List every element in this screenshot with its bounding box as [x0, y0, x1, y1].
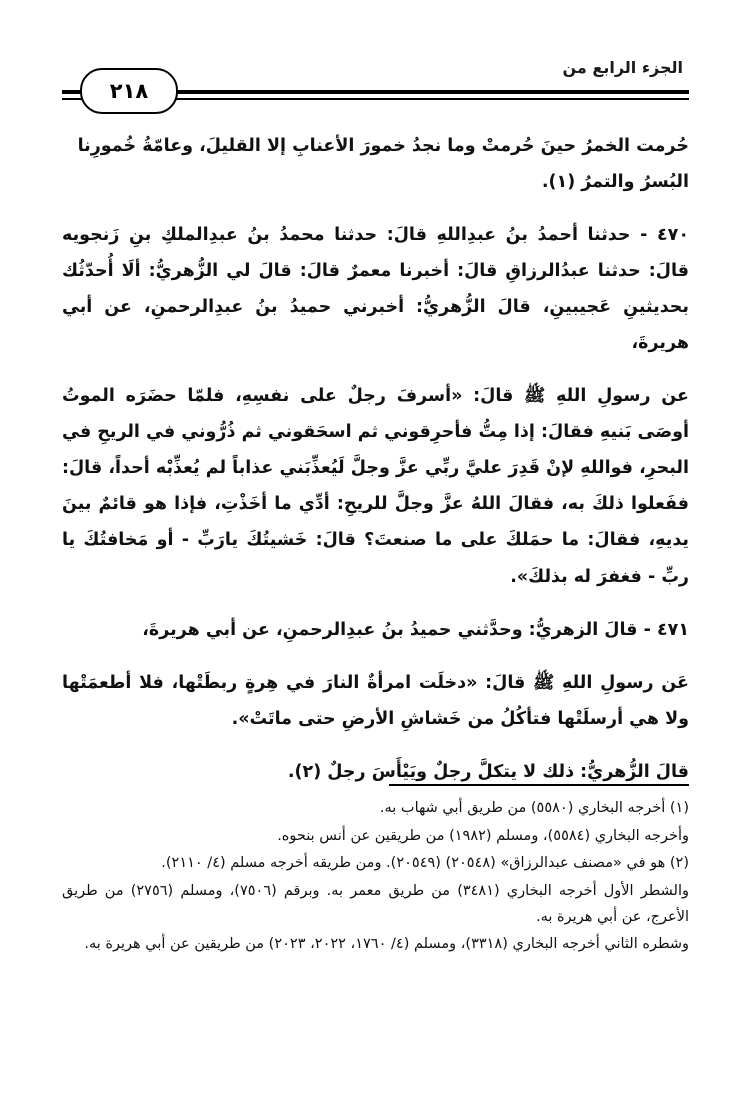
footnote-line: وأخرجه البخاري (٥٥٨٤)، ومسلم (١٩٨٢) من طريقين عن أنس بنحوه. [277, 827, 689, 844]
footnote-separator [389, 784, 689, 786]
page-number: ٢١٨ [109, 79, 149, 103]
page-body [62, 128, 689, 807]
footnotes [62, 796, 689, 960]
footnote-line: وشطره الثاني أخرجه البخاري (٣٣١٨)، ومسلم (٤/ ١٧٦٠، ٢٠٢٢، ٢٠٢٣) من طريقين عن أبي هريرة به. [84, 936, 689, 953]
paragraph-6-zuhri-comment: قالَ الزُّهريُّ: ذلك لا يتكلَّ رجلٌ ويَيْأَسَ رجلٌ (٢). [287, 761, 689, 782]
paragraph-3-hadith-470-text: عن رسولِ اللهِ ﷺ قالَ: «أسرفَ رجلٌ على نفسِهِ، فلمّا حضَرَه الموتُ أوصَى بَنيهِ فقالَ: إذا مِتُّ فأحرِقوني ثم اسحَقوني ثم ذُرُّوني في الريحِ في البحرِ، فواللهِ لإنْ قَدِرَ عليَّ ربِّي عزَّ وجلَّ لَيُعذِّبَني عذاباً لم يُعذِّبْه أحداً، قالَ: ففَعلوا ذلكَ به، فقالَ اللهُ عزَّ وجلَّ للريحِ: أدِّي ما أخَذْتِ، فإذا هو قائمٌ بينَ يديهِ، فقالَ: ما حمَلكَ على ما صنعتَ؟ قالَ: خَشيتُكَ يارَبِّ - أو مَخافتُكَ يا ربِّ - فغفرَ له بذلكَ». [62, 386, 689, 587]
footnote-line: والشطر الأول أخرجه البخاري (٣٤٨١) من طريق معمر به. وبرقم (٧٥٠٦)، ومسلم (٢٧٥٦) من طريق الأعرج، عن أبي هريرة به. [62, 882, 689, 925]
paragraph-5-hadith-471-text: عَن رسولِ اللهِ ﷺ قالَ: «دخلَت امرأةٌ النارَ في هِرةٍ ربطَتْها، فلا أطعمَتْها ولا هي أرسلَتْها فتأكُلُ من خَشاشِ الأرضِ حتى ماتَتْ». [62, 672, 689, 729]
page-number-badge [80, 68, 178, 114]
volume-title: الجزء الرابع من [562, 58, 683, 77]
paragraph-4-hadith-471: ٤٧١ - قالَ الزهريُّ: وحدَّثني حميدُ بنُ عبدِالرحمنِ، عن أبي هريرةَ، [142, 619, 689, 640]
page-header [62, 58, 689, 114]
footnote-line: (١) أخرجه البخاري (٥٥٨٠) من طريق أبي شهاب به. [379, 800, 689, 816]
paragraph-1: حُرمت الخمرُ حينَ حُرمتْ وما نجدُ خمورَ الأعنابِ إلا القليلَ، وعامّةُ خُمورِنا البُسرُ والتمرُ (١). [77, 136, 689, 193]
footnote-line: (٢) هو في «مصنف عبدالرزاق» (٢٠٥٤٨) (٢٠٥٤٩). ومن طريقه أخرجه مسلم (٤/ ٢١١٠). [161, 855, 689, 872]
paragraph-2-hadith-470: ٤٧٠ - حدثنا أحمدُ بنُ عبدِاللهِ قالَ: حدثنا محمدُ بنُ عبدِالملكِ بنِ زَنجويه قالَ: حدثنا عبدُالرزاقِ قالَ: أخبرنا معمرٌ قالَ: قالَ لي الزُّهريُّ: ألَا أُحدّثُك بحديثينِ عَجيبينِ، قالَ الزُّهريُّ: أخبرني حميدُ بنُ عبدِالرحمنِ، عن أبي هريرةَ، [62, 225, 689, 354]
